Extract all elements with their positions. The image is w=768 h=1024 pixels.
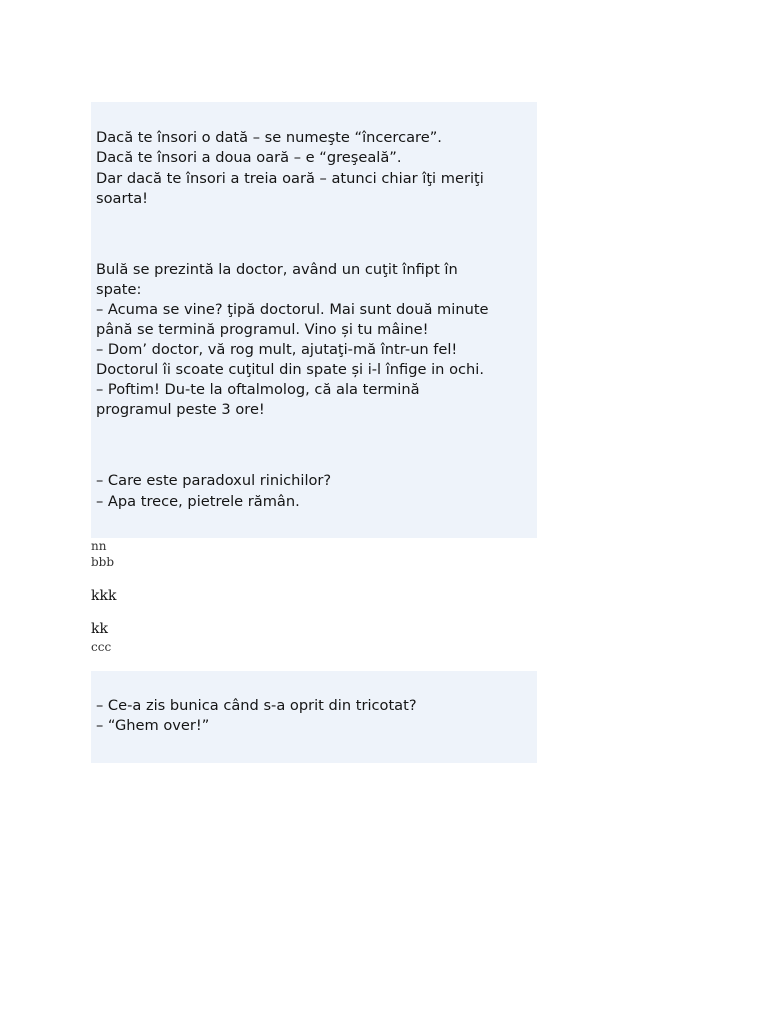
text-line: programul peste 3 ore! [96, 401, 265, 418]
text-line: Dacă te însori a doua oară – e “greşeală”. [96, 149, 402, 166]
text-line: Dacă te însori o dată – se numeşte “încercare”. [96, 129, 442, 146]
text-line: soarta! [96, 190, 148, 207]
text-line: Dar dacă te însori a treia oară – atunci chiar îţi meriţi [96, 170, 484, 187]
text-line: – Dom’ doctor, vă rog mult, ajutaţi-mă într-un fel! [96, 341, 458, 358]
text-line: – Acuma se vine? ţipă doctorul. Mai sunt două minute [96, 301, 489, 318]
note-text: nn [91, 539, 107, 553]
text-line: până se termină programul. Vino și tu mâine! [96, 321, 429, 338]
text-line: – Apa trece, pietrele rămân. [96, 493, 300, 510]
text-line: Doctorul îi scoate cuţitul din spate și i-l înfige in ochi. [96, 361, 484, 378]
text-line: spate: [96, 281, 142, 298]
note-text: bbb [91, 555, 115, 569]
text-line: – “Ghem over!” [96, 717, 210, 734]
note-text: kkk [91, 588, 117, 604]
note-text: ccc [91, 640, 112, 654]
text-line: – Poftim! Du-te la oftalmolog, că ala termină [96, 381, 420, 398]
text-line: – Care este paradoxul rinichilor? [96, 472, 332, 489]
text-line: Bulă se prezintă la doctor, având un cuţit înfipt în [96, 261, 458, 278]
note-text: kk [91, 621, 108, 637]
text-line: – Ce-a zis bunica când s-a oprit din tricotat? [96, 697, 417, 714]
